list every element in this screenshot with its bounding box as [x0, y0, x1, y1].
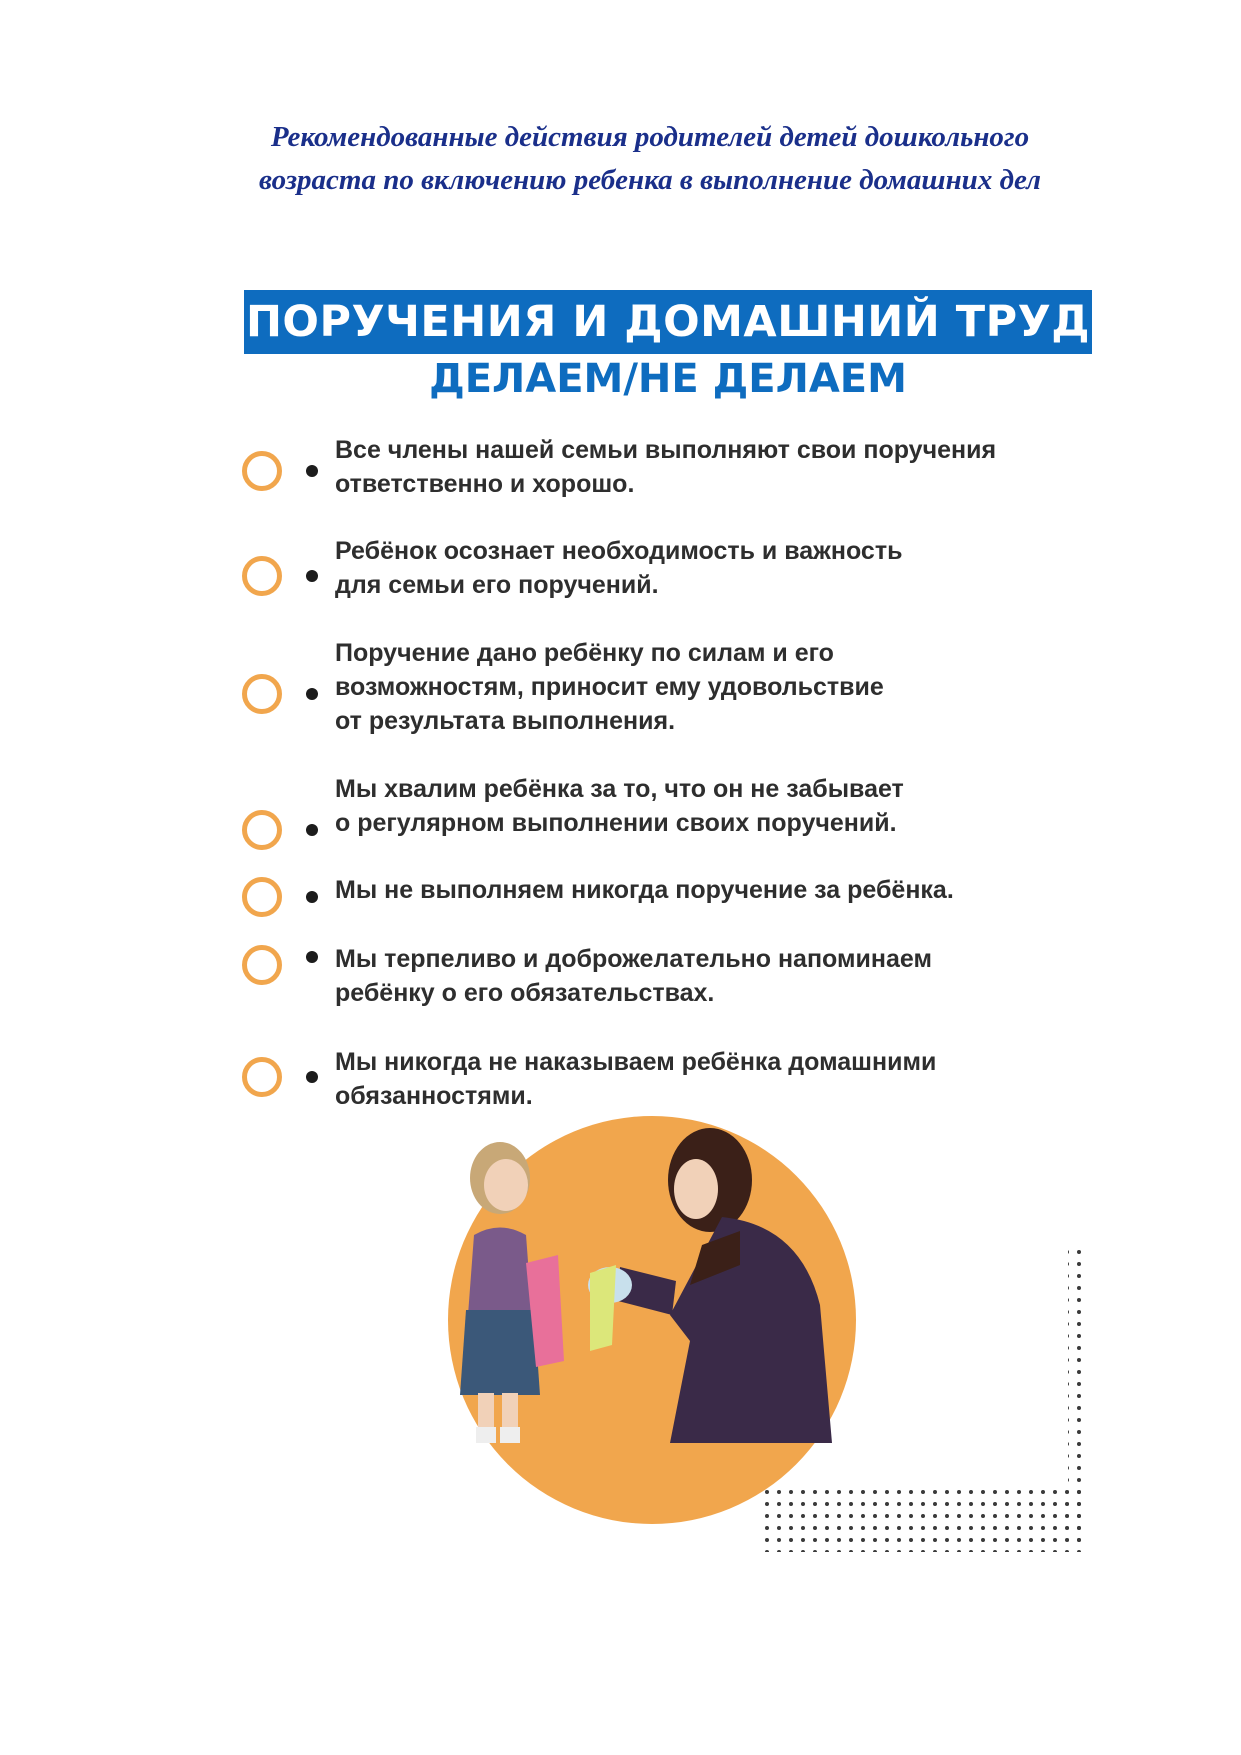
title-banner [244, 290, 1092, 354]
item-text [335, 942, 1095, 1010]
checkbox-circle-icon [242, 1057, 282, 1097]
intro-line-1: Рекомендованные действия родителей детей дошкольного [270, 121, 1030, 153]
checkbox-circle-icon [242, 556, 282, 596]
item-line: Мы никогда не наказываем ребёнка домашними [335, 1048, 937, 1076]
bullet-icon [306, 891, 318, 903]
item-line: Мы терпеливо и доброжелательно напоминаем [335, 945, 932, 973]
item-text [335, 636, 1095, 738]
item-line: от результата выполнения. [335, 707, 676, 735]
item-text [335, 1045, 1095, 1113]
item-line: для семьи его поручений. [335, 571, 659, 599]
bullet-icon [306, 570, 318, 582]
bullet-icon [306, 824, 318, 836]
item-line: обязанностями. [335, 1082, 533, 1110]
item-line: возможностям, приносит ему удовольствие [335, 673, 884, 701]
item-text [335, 873, 1095, 907]
item-line: Мы не выполняем никогда поручение за ребёнка. [335, 876, 954, 904]
item-text [335, 534, 1095, 602]
bullet-icon [306, 688, 318, 700]
intro-heading [150, 116, 1150, 202]
subtitle: ДЕЛАЕМ/НЕ ДЕЛАЕМ [429, 356, 907, 402]
item-line: ребёнку о его обязательствах. [335, 979, 715, 1007]
mother-child-illustration [440, 1105, 1100, 1565]
bullet-icon [306, 465, 318, 477]
checkbox-circle-icon [242, 451, 282, 491]
bullet-icon [306, 951, 318, 963]
item-line: о регулярном выполнении своих поручений. [335, 809, 897, 837]
checkbox-circle-icon [242, 674, 282, 714]
intro-line-2: возраста по включению ребенка в выполнение домашних дел [259, 164, 1041, 196]
checkbox-circle-icon [242, 877, 282, 917]
item-text [335, 433, 1095, 501]
banner-title: ПОРУЧЕНИЯ И ДОМАШНИЙ ТРУД [245, 297, 1091, 347]
item-line: Мы хвалим ребёнка за то, что он не забывает [335, 775, 904, 803]
item-line: Поручение дано ребёнку по силам и его [335, 639, 834, 667]
item-line: Все члены нашей семьи выполняют свои поручения [335, 436, 997, 464]
checkbox-circle-icon [242, 810, 282, 850]
dot-pattern-horizontal [762, 1490, 1088, 1552]
item-line: Ребёнок осознает необходимость и важность [335, 537, 903, 565]
item-text [335, 772, 1095, 840]
bullet-icon [306, 1071, 318, 1083]
checkbox-circle-icon [242, 945, 282, 985]
item-line: ответственно и хорошо. [335, 470, 635, 498]
